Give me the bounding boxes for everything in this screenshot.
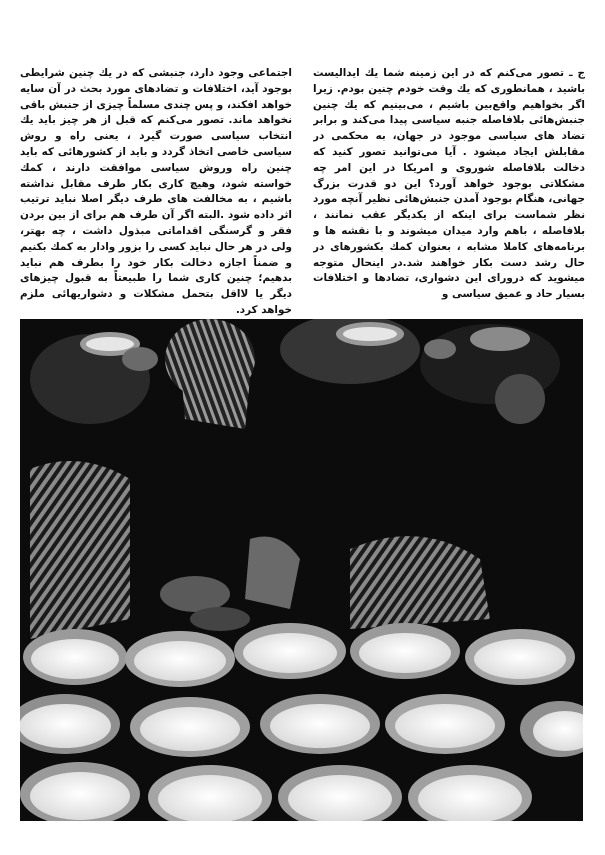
bowls-of-milk-photo [20, 319, 583, 821]
article-paragraph-left: اجتماعی وجود دارد، جنبشی که در یك چنین شرایطی بوجود آید، اختلافات و تضادهای مورد بحث در آن سایه خواهد افکند، و پس چندی مسلماً چیزی از جنبش باقی نخواهد ماند. تصور می‌کنم که قبل از هر چیز باید یك انتخاب سیاسی صورت گیرد ، یعنی راه و روش سیاسی خاصی اتخاذ گردد و باید از کشورهائی که باید چنین راه وروش سیاسی موافقت دارند ، کمك خواسته شود، وهیچ کاری بکار طرف مقابل نداشته باشیم ، به مخالفت های طرف دیگر اصلا نباید ترتیب اثر داده شود .البته اگر آن طرف هم برای از بین بردن فقر و گرسنگی اقداماتی مبذول داشت ، چه بهتر، ولی در هر حال نباید کسی را بزور وادار به کمك بکنیم و ضمناً اجازه دخالت بکار خود را بطرف هم نباید بدهیم؛ چنین کاری شما را طبیعتاً به قبول چیزهای دیگر یا لااقل بتحمل مشکلات و دشواریهائی ملزم خواهد کرد. [20, 67, 292, 316]
photo-illustration [20, 319, 583, 821]
article-text [20, 66, 585, 318]
article-column-right [313, 66, 585, 318]
article-paragraph-right: ج ـ تصور می‌کنم که در این زمینه شما یك ایدالیست باشید ، همانطوری که یك وقت خودم چنین بودم. زیرا اگر بخواهیم واقع‌بین باشیم ، می‌بینیم که یك چنین جنبش‌هائی بلافاصله جنبه سیاسی پیدا می‌کند و برابر تضاد های سیاسی موجود در جهان، به محکمی در مقابلش ایجاد میشود . آیا می‌توانید تصور کنید که دخالت بلافاصله شوروی و امریکا در این امر چه مشکلاتی بوجود خواهد آورد؟ این دو قدرت بزرگ جهانی، هنگام بوجود آمدن جنبش‌هائی نظیر آنچه مورد نظر شماست برای اینکه از یکدیگر عقب نمانند ، بلافاصله ، باهم وارد میدان میشوند و با نقشه ها و برنامه‌های کاملا مشابه ، بعنوان کمك بکشورهای در حال رشد دست بکار خواهند شد.در اینحال متوجه میشوید که درورای این دشواری، تضادها و اختلافات بسیار حاد و عمیق سیاسی و [313, 67, 585, 301]
article-column-left [20, 66, 292, 318]
